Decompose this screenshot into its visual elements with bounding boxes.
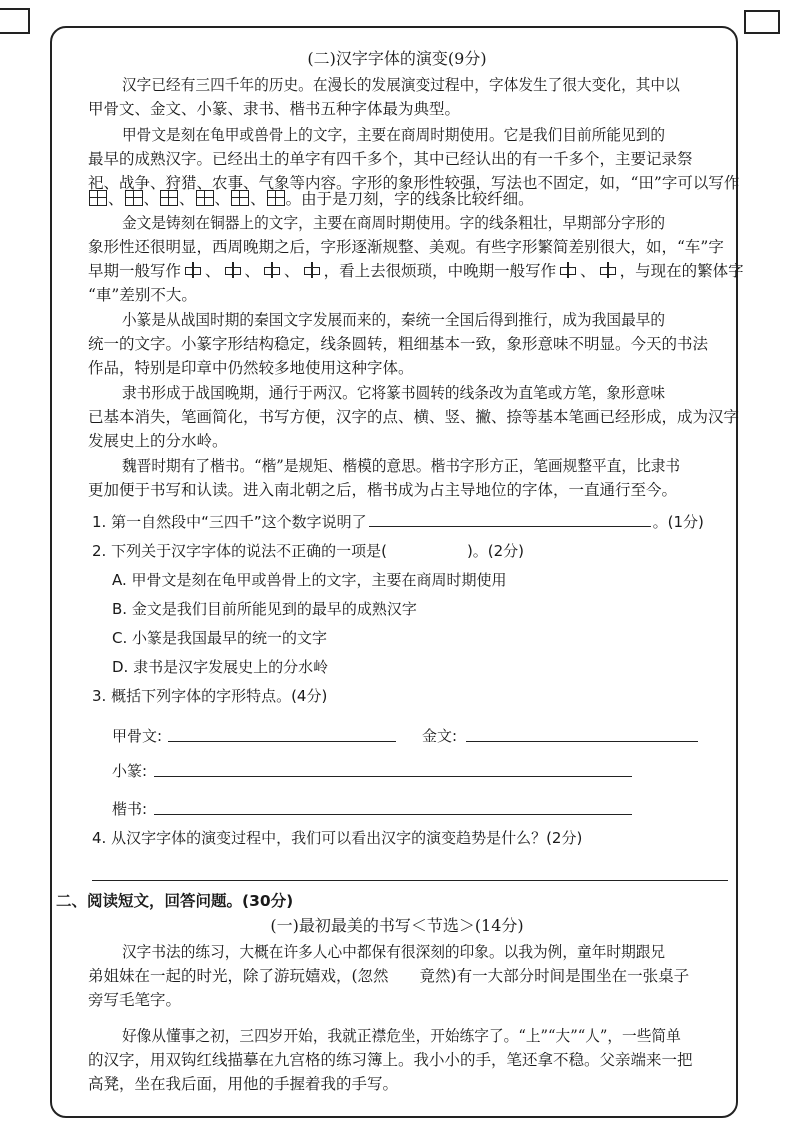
paragraph-line: 好像从懂事之初，三四岁开始，我就正襟危坐，开始练字了。“上”“大”“人”，一些简单	[122, 1027, 681, 1045]
paragraph-line: 最早的成熟汉字。已经出土的单字有四千多个，其中已经认出的有一千多个，主要记录祭	[88, 150, 693, 168]
oracle-glyph-line: 、 、 、 、 、 。由于是刀刻，字的线条比较纤细。	[88, 189, 728, 209]
che-glyph-icon	[597, 262, 619, 278]
che-glyph-icon	[557, 262, 579, 278]
text-run: ，看上去很烦琐，中晚期一般写作	[323, 262, 557, 280]
paragraph-line-tail: 。由于是刀刻，字的线条比较纤细。	[285, 190, 534, 208]
section-heading: 二、阅读短文，回答问题。(30分)	[56, 892, 294, 910]
tian-glyph-icon	[89, 190, 107, 206]
question-4: 4. 从汉字字体的演变过程中，我们可以看出汉字的演变趋势是什么？(2分)	[92, 829, 583, 847]
paragraph-line: “車”差别不大。	[88, 286, 197, 304]
option-a[interactable]: A. 甲骨文是刻在龟甲或兽骨上的文字，主要在商周时期使用	[112, 571, 507, 589]
question-text: 2. 下列关于汉字字体的说法不正确的一项是(	[92, 542, 387, 560]
text-run: ，与现在的繁体字	[619, 262, 744, 280]
label-jinwen: 金文:	[422, 727, 458, 745]
label-jiaguwen: 甲骨文:	[112, 727, 163, 745]
paragraph-line: 甲骨文是刻在龟甲或兽骨上的文字，主要在商周时期使用。它是我们目前所能见到的	[122, 126, 666, 144]
che-glyph-icon	[261, 262, 283, 278]
paragraph-line: 象形性还很明显，西周晚期之后，字形逐渐规整、美观。有些字形繁简差别很大，如，“车”字	[88, 238, 724, 256]
tian-glyph-icon	[231, 190, 249, 206]
answer-line-q4[interactable]	[92, 880, 728, 881]
option-d[interactable]: D. 隶书是汉字发展史上的分水岭	[112, 658, 329, 676]
paragraph-line: 已基本消失，笔画简化，书写方便，汉字的点、横、竖、撇、捺等基本笔画已经形成，成为汉字	[88, 408, 740, 426]
answer-blank[interactable]	[369, 512, 651, 527]
question-points: )。(2分)	[466, 542, 525, 560]
page-corner-mark-right	[744, 10, 780, 34]
text-run: 早期一般写作	[88, 262, 182, 280]
paragraph-line: 小篆是从战国时期的秦国文字发展而来的，秦统一全国后得到推行，成为我国最早的	[122, 311, 666, 329]
paragraph-line: 魏晋时期有了楷书。“楷”是规矩、楷模的意思。楷书字形方正，笔画规整平直，比隶书	[122, 457, 681, 475]
option-b[interactable]: B. 金文是我们目前所能见到的最早的成熟汉字	[112, 600, 417, 618]
label-xiaozhuan: 小篆:	[112, 762, 148, 780]
text-run: 、	[580, 262, 596, 280]
paragraph-line: 的汉字，用双钩红线描摹在九宫格的练习簿上。我小小的手，笔还拿不稳。父亲端来一把	[88, 1051, 693, 1069]
paragraph-line: 甲骨文、金文、小篆、隶书、楷书五种字体最为典型。	[88, 100, 461, 118]
option-c[interactable]: C. 小篆是我国最早的统一的文字	[112, 629, 328, 647]
che-glyph-icon	[222, 262, 244, 278]
section-title: (二)汉字字体的演变(9分)	[307, 49, 487, 68]
paragraph-line: 汉字已经有三四千年的历史。在漫长的发展演变过程中，字体发生了很大变化，其中以	[122, 76, 680, 94]
paragraph-line: 旁写毛笔字。	[88, 991, 182, 1009]
paragraph-line: 早期一般写作 、 、 、 ，看上去很烦琐，中晚期一般写作 、 ，与现在的繁体字	[88, 262, 744, 280]
page-corner-mark-left	[0, 8, 30, 34]
che-glyph-icon	[182, 262, 204, 278]
label-kaishu: 楷书:	[112, 800, 148, 818]
paragraph-line: 更加便于书写和认读。进入南北朝之后，楷书成为占主导地位的字体，一直通行至今。	[88, 481, 678, 499]
paragraph-line: 发展史上的分水岭。	[88, 432, 228, 450]
question-points: 。(1分)	[652, 513, 704, 531]
paragraph-line: 统一的文字。小篆字形结构稳定，线条圆转，粗细基本一致，象形意味不明显。今天的书法	[88, 335, 709, 353]
paragraph-line: 汉字书法的练习，大概在许多人心中都保有很深刻的印象。以我为例，童年时期跟兄	[122, 943, 666, 961]
answer-line-xiaozhuan[interactable]	[154, 776, 632, 777]
paragraph-line: 隶书形成于战国晚期，通行于两汉。它将篆书圆转的线条改为直笔或方笔，象形意味	[122, 384, 666, 402]
answer-line-kaishu[interactable]	[154, 814, 632, 815]
question-text: 1. 第一自然段中“三四千”这个数字说明了	[92, 513, 367, 531]
paragraph-line: 弟姐妹在一起的时光，除了游玩嬉戏，(忽然 竟然)有一大部分时间是围坐在一张桌子	[88, 967, 690, 985]
paragraph-line: 高凳，坐在我后面，用他的手握着我的手写。	[88, 1075, 399, 1093]
answer-line-jiaguwen[interactable]	[168, 741, 396, 742]
paragraph-line: 作品，特别是印章中仍然较多地使用这种字体。	[88, 359, 414, 377]
paragraph-line: 祀、战争、狩猎、农事、气象等内容。字形的象形性较强，写法也不固定，如，“田”字可以写作	[88, 174, 740, 192]
question-1	[92, 512, 704, 532]
tian-glyph-icon	[160, 190, 178, 206]
tian-glyph-icon	[267, 190, 285, 206]
question-2	[92, 541, 524, 561]
tian-glyph-icon	[196, 190, 214, 206]
tian-glyph-icon	[125, 190, 143, 206]
paragraph-line: 金文是铸刻在铜器上的文字，主要在商周时期使用。字的线条粗壮，早期部分字形的	[122, 214, 666, 232]
passage-title: (一)最初最美的书写＜节选＞(14分)	[270, 916, 524, 935]
che-glyph-icon	[301, 262, 323, 278]
question-3: 3. 概括下列字体的字形特点。(4分)	[92, 687, 328, 705]
answer-line-jinwen[interactable]	[466, 741, 698, 742]
